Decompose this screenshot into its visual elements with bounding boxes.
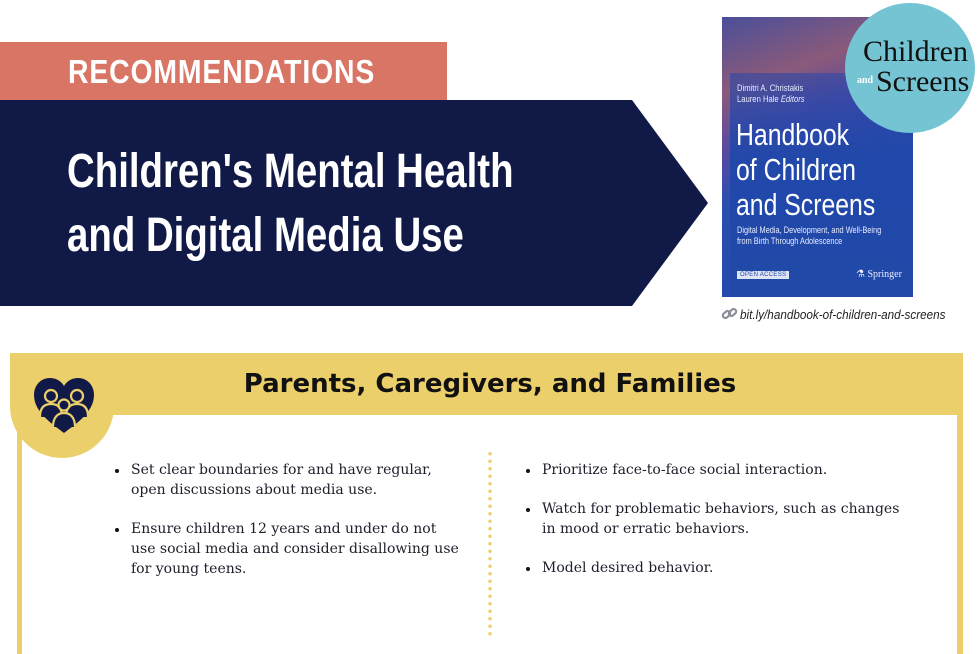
recommendations-left-column (112, 460, 462, 598)
book-editor-2-name: Lauren Hale (737, 94, 779, 104)
list-item: Prioritize face-to-face social interaction. (523, 460, 903, 480)
page-title-line-1: Children's Mental Health (67, 145, 514, 198)
book-title (736, 117, 875, 222)
book-link[interactable] (721, 305, 968, 323)
page-title-line-2: and Digital Media Use (67, 209, 464, 262)
column-divider (488, 450, 492, 638)
link-icon (721, 307, 739, 321)
book-title-line-2: of Children (736, 152, 856, 187)
recommendations-list-right (523, 460, 903, 578)
book-subtitle (737, 225, 881, 247)
book-title-line-1: Handbook (736, 117, 850, 152)
book-editor-2 (737, 94, 805, 105)
recommendations-right-column (523, 460, 903, 597)
recommendations-list-left (112, 460, 462, 579)
list-item: Ensure children 12 years and under do not use social media and consider disallowing use for young teens. (112, 519, 462, 579)
book-editor-role: Editors (780, 94, 805, 104)
recommendations-label: RECOMMENDATIONS (68, 53, 376, 90)
badge-word-children: Children (863, 35, 968, 68)
book-editors (737, 83, 805, 105)
publisher-name: Springer (867, 269, 902, 280)
badge-word-screens: Screens (876, 65, 970, 98)
list-item: Set clear boundaries for and have regular, open discussions about media use. (112, 460, 462, 500)
book-editor-1: Dimitri A. Christakis (737, 83, 804, 93)
book-subtitle-line-1: Digital Media, Development, and Well-Being (737, 225, 882, 235)
publisher-logo: ⚗ Springer (856, 269, 902, 280)
panel-title: Parents, Caregivers, and Families (243, 369, 737, 399)
list-item: Model desired behavior. (523, 558, 903, 578)
badge-word-and: and (857, 75, 874, 86)
book-title-line-3: and Screens (736, 187, 876, 222)
book-link-text[interactable]: bit.ly/handbook-of-children-and-screens (740, 306, 946, 322)
open-access-badge: OPEN ACCESS (737, 271, 789, 279)
book-subtitle-line-2: from Birth Through Adolescence (737, 236, 843, 246)
list-item: Watch for problematic behaviors, such as changes in mood or erratic behaviors. (523, 499, 903, 539)
page-title (67, 140, 514, 268)
